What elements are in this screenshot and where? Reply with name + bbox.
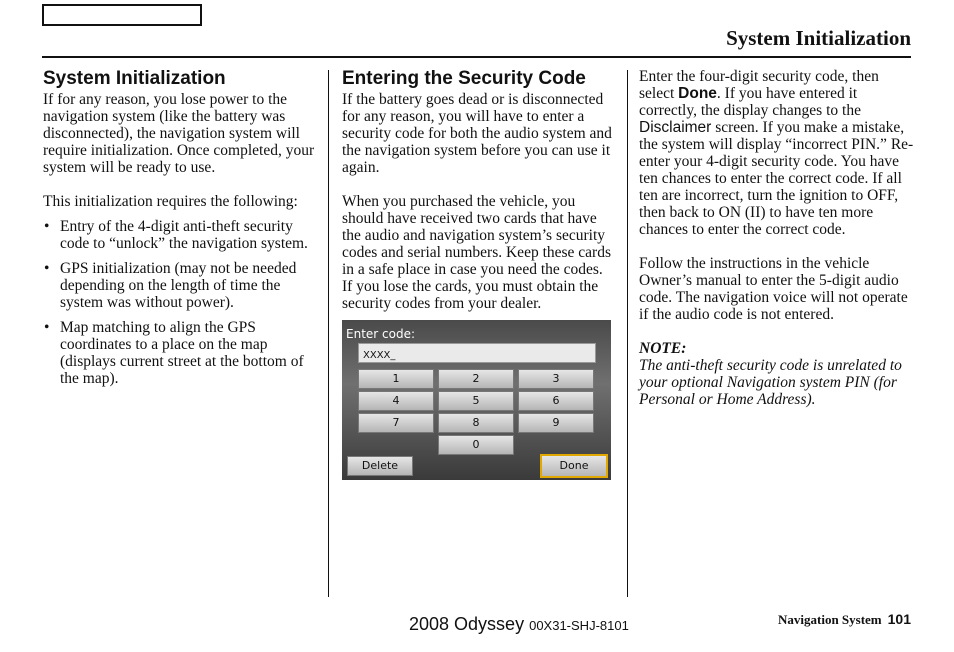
footer-section: [778, 611, 911, 628]
page-number: 101: [887, 611, 911, 627]
disclaimer-term: Disclaimer: [639, 119, 712, 136]
column-divider-1: [328, 70, 329, 597]
footer-model: [409, 614, 629, 635]
delete-button[interactable]: Delete: [347, 456, 413, 476]
key-1[interactable]: 1: [358, 369, 434, 389]
done-term: Done: [678, 85, 717, 102]
key-2[interactable]: 2: [438, 369, 514, 389]
list-item: • Entry of the 4-digit anti-theft security code to “unlock” the navigation system.: [43, 218, 315, 252]
paragraph: Follow the instructions in the vehicle Owner’s manual to enter the 5-digit audio code. The navigation voice will not operate if the audio code is not entered.: [639, 255, 908, 323]
list-item: • GPS initialization (may not be needed depending on the length of time the system was without power).: [43, 260, 315, 311]
key-5[interactable]: 5: [438, 391, 514, 411]
paragraph: When you purchased the vehicle, you should have received two cards that have the audio and navigation system’s security codes and serial numbers. Keep these cards in a safe place in case you need the codes. If you lose the cards, you must obtain the security codes from your dealer.: [342, 193, 611, 312]
header-box: [42, 4, 202, 26]
paragraph: [639, 68, 914, 238]
code-input[interactable]: XXXX_: [358, 343, 596, 363]
key-3[interactable]: 3: [518, 369, 594, 389]
key-8[interactable]: 8: [438, 413, 514, 433]
key-9[interactable]: 9: [518, 413, 594, 433]
security-code-screen: [342, 320, 611, 480]
model-name: 2008 Odyssey: [409, 614, 525, 634]
column-1: [43, 68, 315, 395]
header-divider: [42, 56, 911, 58]
text-run: screen. If you make a mistake, the system will display “incorrect PIN.” Re-enter your 4-digit security code. You have ten chances to enter the correct code. If all ten are incorrect, turn the ignition to OFF, then back to ON (II) to have ten more chances to enter the correct code.: [639, 119, 914, 238]
text-run: Enter the four-digit security code, then select: [639, 68, 879, 102]
paragraph: If for any reason, you lose power to the navigation system (like the battery was disconnected), the navigation system will require initialization. Once completed, your system will be ready to use.: [43, 91, 315, 176]
section-name: Navigation System: [778, 612, 882, 627]
column-3: [639, 68, 914, 408]
requirements-list: [43, 218, 315, 387]
paragraph: This initialization requires the following:: [43, 193, 298, 210]
column-2: [342, 68, 614, 480]
note-body: The anti-theft security code is unrelated to your optional Navigation system PIN (for Personal or Home Address).: [639, 357, 902, 408]
text-run: . If you have entered it correctly, the display changes to the: [639, 85, 861, 119]
page-title: System Initialization: [726, 26, 911, 50]
column-divider-2: [627, 70, 628, 597]
note-heading: NOTE:: [639, 340, 687, 357]
section-heading-security-code: Entering the Security Code: [342, 68, 586, 89]
done-button[interactable]: Done: [540, 454, 608, 478]
key-6[interactable]: 6: [518, 391, 594, 411]
enter-code-label: Enter code:: [346, 327, 416, 341]
key-4[interactable]: 4: [358, 391, 434, 411]
key-0[interactable]: 0: [438, 435, 514, 455]
list-item: • Map matching to align the GPS coordinates to a place on the map (displays current street at the bottom of the map).: [43, 319, 315, 387]
publication-code: 00X31-SHJ-8101: [529, 618, 629, 633]
key-7[interactable]: 7: [358, 413, 434, 433]
section-heading-system-init: System Initialization: [43, 68, 226, 89]
paragraph: If the battery goes dead or is disconnected for any reason, you will have to enter a security code for both the audio system and the navigation system before you can use it again.: [342, 91, 612, 176]
